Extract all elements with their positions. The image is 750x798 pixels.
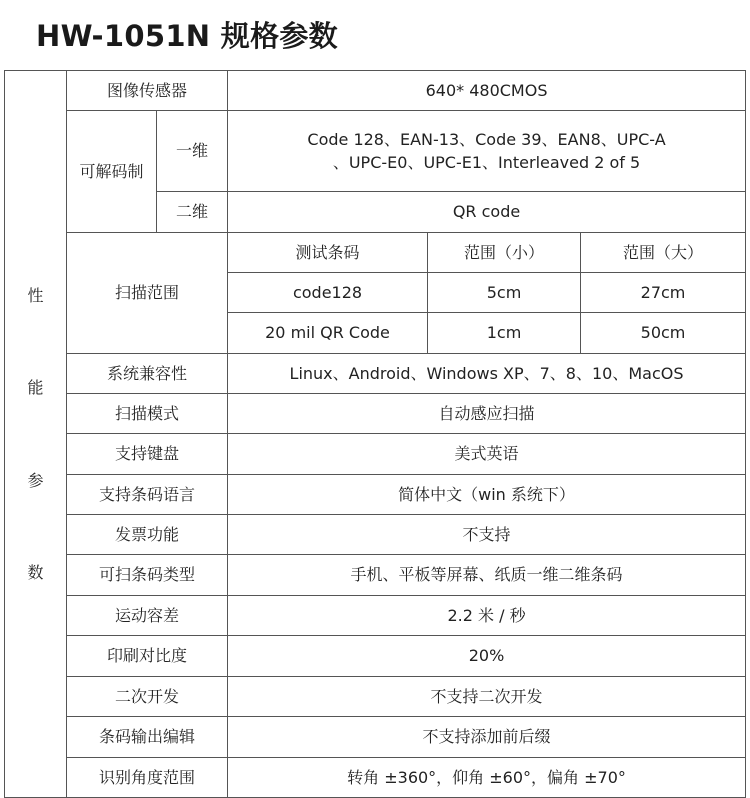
spec-label: 系统兼容性 [67, 354, 228, 394]
decode-1d-value [228, 111, 746, 192]
scan-range-header: 范围（大） [581, 233, 746, 273]
scan-range-cell: 20 mil QR Code [228, 313, 428, 354]
table-row [5, 758, 746, 798]
scan-range-header: 测试条码 [228, 233, 428, 273]
table-row [5, 354, 746, 394]
table-row [5, 394, 746, 434]
spec-table [4, 70, 746, 798]
spec-value: 手机、平板等屏幕、纸质一维二维条码 [228, 555, 746, 596]
side-label [9, 284, 62, 584]
spec-value: 640* 480CMOS [228, 71, 746, 111]
spec-value: Linux、Android、Windows XP、7、8、10、MacOS [228, 354, 746, 394]
spec-label: 可扫条码类型 [67, 555, 228, 596]
spec-value: 不支持 [228, 515, 746, 555]
side-char: 参 [27, 470, 44, 490]
spec-label: 条码输出编辑 [67, 717, 228, 758]
spec-label: 图像传感器 [67, 71, 228, 111]
spec-value: 自动感应扫描 [228, 394, 746, 434]
table-row [5, 636, 746, 677]
table-row [5, 555, 746, 596]
scan-range-cell: 50cm [581, 313, 746, 354]
table-row [5, 233, 746, 273]
page-title: HW-1051N 规格参数 [36, 19, 338, 53]
scan-range-cell: 27cm [581, 273, 746, 313]
decode-1d-line: 、UPC-E0、UPC-E1、Interleaved 2 of 5 [332, 153, 641, 172]
spec-label: 发票功能 [67, 515, 228, 555]
scan-range-cell: code128 [228, 273, 428, 313]
decode-2d-value: QR code [228, 192, 746, 233]
table-row [5, 515, 746, 555]
spec-label: 印刷对比度 [67, 636, 228, 677]
side-char: 性 [27, 286, 44, 305]
scan-range-cell: 5cm [428, 273, 581, 313]
spec-label: 支持条码语言 [67, 475, 228, 515]
spec-value: 简体中文（win 系统下） [228, 475, 746, 515]
spec-label: 支持键盘 [67, 434, 228, 475]
spec-label: 识别角度范围 [67, 758, 228, 798]
spec-value: 转角 ±360°，仰角 ±60°，偏角 ±70° [228, 758, 746, 798]
table-row [5, 677, 746, 717]
spec-label: 运动容差 [67, 596, 228, 636]
decode-2d-label: 二维 [157, 192, 228, 233]
side-char: 数 [27, 562, 44, 582]
spec-label: 扫描模式 [67, 394, 228, 434]
spec-value: 2.2 米 / 秒 [228, 596, 746, 636]
decode-label: 可解码制 [67, 111, 157, 233]
decode-1d-label: 一维 [157, 111, 228, 192]
table-row [5, 475, 746, 515]
scan-range-cell: 1cm [428, 313, 581, 354]
scan-range-label: 扫描范围 [67, 233, 228, 354]
decode-1d-line: Code 128、EAN-13、Code 39、EAN8、UPC-A [307, 129, 666, 149]
spec-value: 20% [228, 636, 746, 677]
table-row [5, 111, 746, 192]
spec-value: 美式英语 [228, 434, 746, 475]
spec-value: 不支持添加前后缀 [228, 717, 746, 758]
scan-range-header: 范围（小） [428, 233, 581, 273]
table-row [5, 717, 746, 758]
side-label-cell [5, 71, 67, 798]
table-row [5, 71, 746, 111]
table-row [5, 434, 746, 475]
spec-value: 不支持二次开发 [228, 677, 746, 717]
spec-label: 二次开发 [67, 677, 228, 717]
table-row [5, 596, 746, 636]
side-char: 能 [27, 378, 44, 398]
